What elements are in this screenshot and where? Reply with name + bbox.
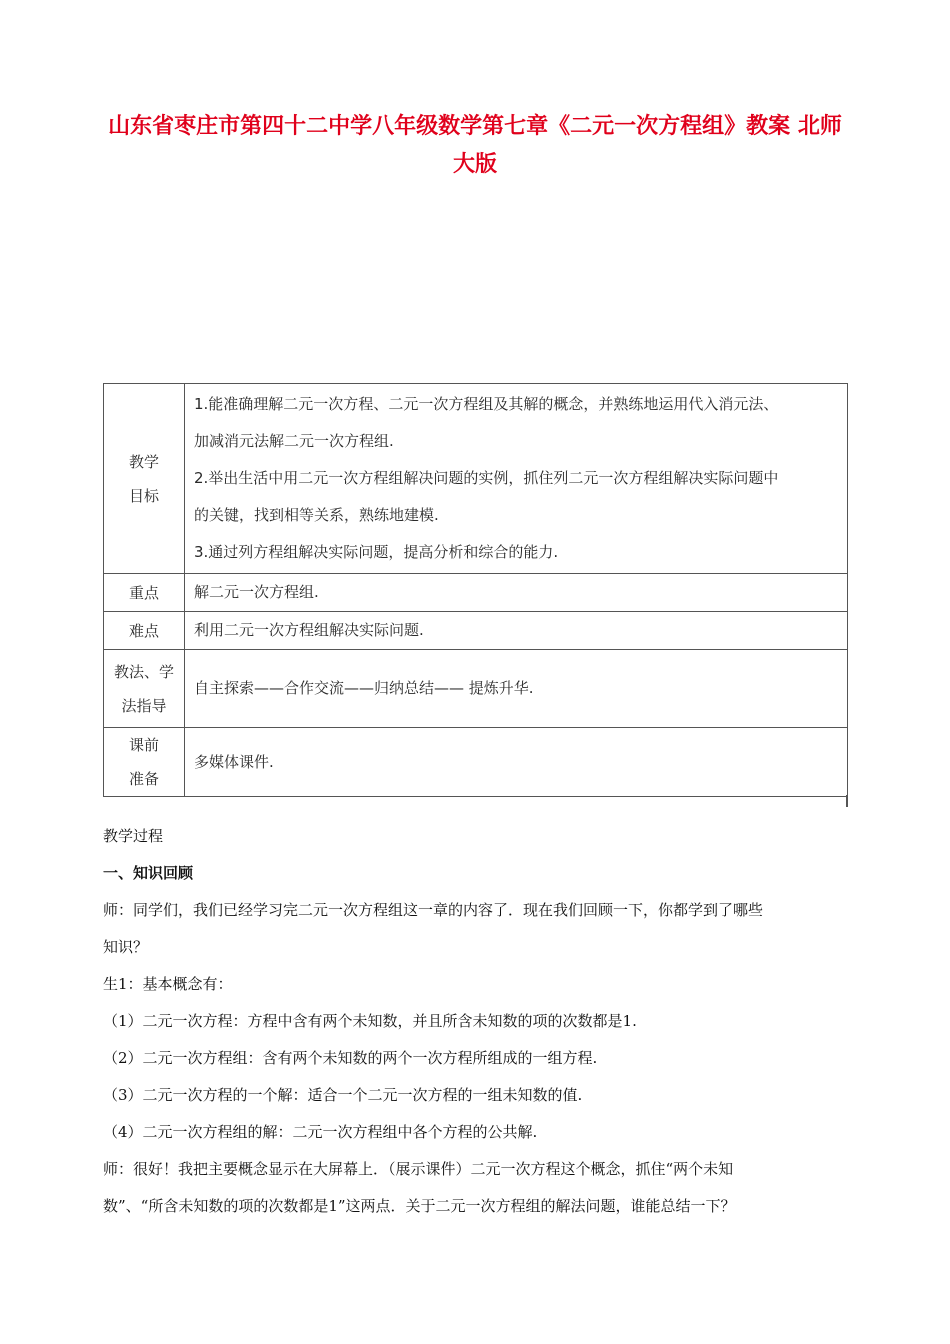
row-header-teaching-goal: 教学 目标 — [104, 384, 185, 574]
row-content-teaching-goal: 1.能准确理解二元一次方程、二元一次方程组及其解的概念，并熟练地运用代入消元法、 加减消元法解二元一次方程组. 2.举出生活中用二元一次方程组解决问题的实例，抓住列二元一次方程组解决实际问题中 的关键，找到相等关系，熟练地建模. 3.通过列方程组解决实际问题，提高分析和综合的能力. — [185, 384, 848, 574]
row-content-difficulty: 利用二元一次方程组解决实际问题. — [185, 612, 848, 650]
table-row-preparation — [104, 728, 848, 797]
paragraph-teacher-2b: 数”、“所含未知数的项的次数都是1”这两点．关于二元一次方程组的解法问题，谁能总结一下？ — [103, 1197, 736, 1215]
lesson-plan-table — [103, 383, 848, 797]
list-item: （4）二元一次方程组的解：二元一次方程组中各个方程的公共解. — [103, 1123, 538, 1141]
document-title — [95, 108, 855, 184]
list-item: （1）二元一次方程：方程中含有两个未知数，并且所含未知数的项的次数都是1. — [103, 1012, 637, 1030]
table-row-key-point — [104, 574, 848, 612]
paragraph-teacher-1b: 知识？ — [103, 938, 149, 956]
section-heading: 一、知识回顾 — [103, 864, 194, 882]
row-header-difficulty: 难点 — [104, 612, 185, 650]
paragraph-teacher-2a: 师：很好！我把主要概念显示在大屏幕上．（展示课件）二元一次方程这个概念，抓住“两个未知 — [103, 1160, 734, 1178]
title-line-2: 大版 — [452, 152, 497, 177]
list-item: （3）二元一次方程的一个解：适合一个二元一次方程的一组未知数的值. — [103, 1086, 583, 1104]
table-row-teaching-goal — [104, 384, 848, 574]
row-content-key-point: 解二元一次方程组. — [185, 574, 848, 612]
row-content-method: 自主探索——合作交流——归纳总结—— 提炼升华. — [185, 650, 848, 728]
table-row-difficulty — [104, 612, 848, 650]
list-item: （2）二元一次方程组：含有两个未知数的两个一次方程所组成的一组方程. — [103, 1049, 598, 1067]
title-line-1: 山东省枣庄市第四十二中学八年级数学第七章《二元一次方程组》教案 北师 — [108, 114, 842, 139]
table-edge-mark — [846, 795, 848, 807]
row-header-key-point: 重点 — [104, 574, 185, 612]
paragraph-teacher-1a: 师：同学们，我们已经学习完二元一次方程组这一章的内容了．现在我们回顾一下，你都学到了哪些 — [103, 901, 764, 919]
paragraph-student-1: 生1：基本概念有： — [103, 975, 233, 993]
lesson-body — [103, 818, 848, 1225]
table-row-method — [104, 650, 848, 728]
process-heading: 教学过程 — [103, 827, 164, 845]
row-header-method: 教法、学 法指导 — [104, 650, 185, 728]
row-header-preparation: 课前 准备 — [104, 728, 185, 797]
row-content-preparation: 多媒体课件. — [185, 728, 848, 797]
